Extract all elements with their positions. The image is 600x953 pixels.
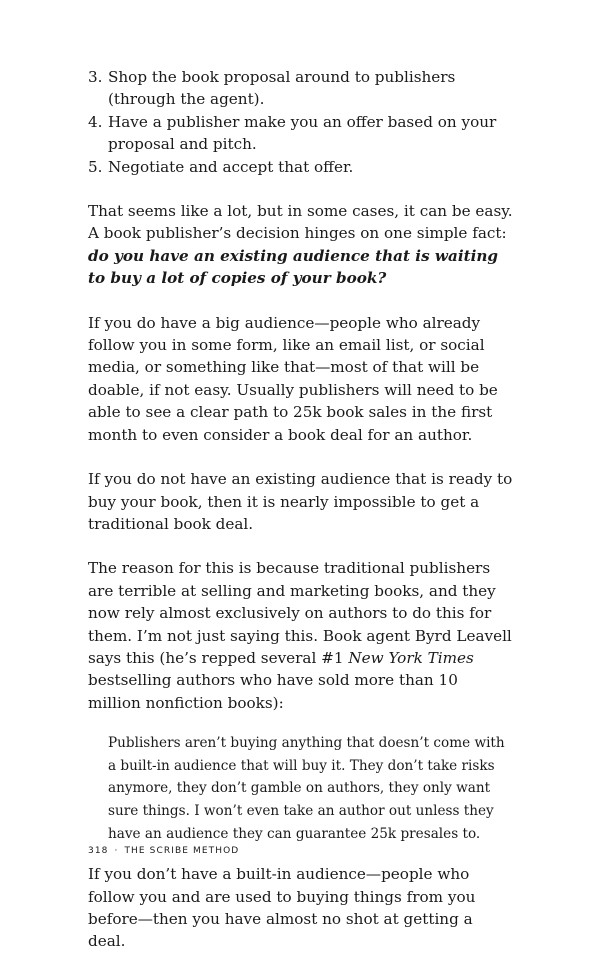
numbered-list xyxy=(88,66,514,178)
list-item-text: Have a publisher make you an offer based on your proposal and pitch. xyxy=(108,112,497,154)
footer-separator: · xyxy=(114,846,119,856)
page-number: 318 xyxy=(88,846,109,856)
list-item-text: Negotiate and accept that offer. xyxy=(108,157,354,176)
paragraph-big-audience: If you do have a big audience—people who already follow you in some form, like an email list, or social media, or something like that—most of that will be doable, if not easy. Usually publishers will need to be able to see a clear path to 25k book sales in the first month to even consider a book deal for an author. xyxy=(88,313,498,444)
running-title: THE SCRIBE METHOD xyxy=(124,846,240,856)
list-item-text: Shop the book proposal around to publishers (through the agent). xyxy=(108,68,456,109)
paragraph-text: That seems like a lot, but in some cases, it can be easy. A book publisher’s decision hinges on one simple fact: xyxy=(88,202,513,243)
paragraph-text: bestselling authors who have sold more than 10 million nonfiction books): xyxy=(88,671,458,712)
list-item-number: 5. xyxy=(88,157,103,176)
italic-publication-name: New York Times xyxy=(348,648,474,667)
paragraph-publisher-decision xyxy=(88,200,514,290)
list-item xyxy=(88,156,514,178)
paragraph-text: The reason for this is because traditional publishers are terrible at selling and marketing books, and they now rely almost exclusively on authors to do this for them. I’m not just saying this. Book agent Byrd Leavell says this (he’s repped several #1 xyxy=(88,559,512,667)
paragraph-no-audience: If you do not have an existing audience that is ready to buy your book, then it is nearly impossible to get a traditional book deal. xyxy=(88,470,513,533)
list-item-number: 4. xyxy=(88,112,103,131)
list-item xyxy=(88,111,514,156)
block-quote: Publishers aren’t buying anything that doesn’t come with a built-in audience that will buy it. They don’t take risks anymore, they don’t gamble on authors, they only want sure things. I won’t even take an author out unless they have an audience they can guarantee 25k presales to. xyxy=(108,735,505,842)
emphasized-question: do you have an existing audience that is waiting to buy a lot of copies of your book? xyxy=(88,246,499,288)
paragraph-publishers-rely xyxy=(88,557,514,714)
list-item xyxy=(88,66,514,111)
page-body xyxy=(88,66,514,953)
list-item-number: 3. xyxy=(88,68,103,86)
paragraph-built-in-audience: If you don’t have a built-in audience—people who follow you and are used to buying things from you before—then you have almost no shot at getting a deal. xyxy=(88,865,476,951)
page-footer xyxy=(88,846,239,856)
